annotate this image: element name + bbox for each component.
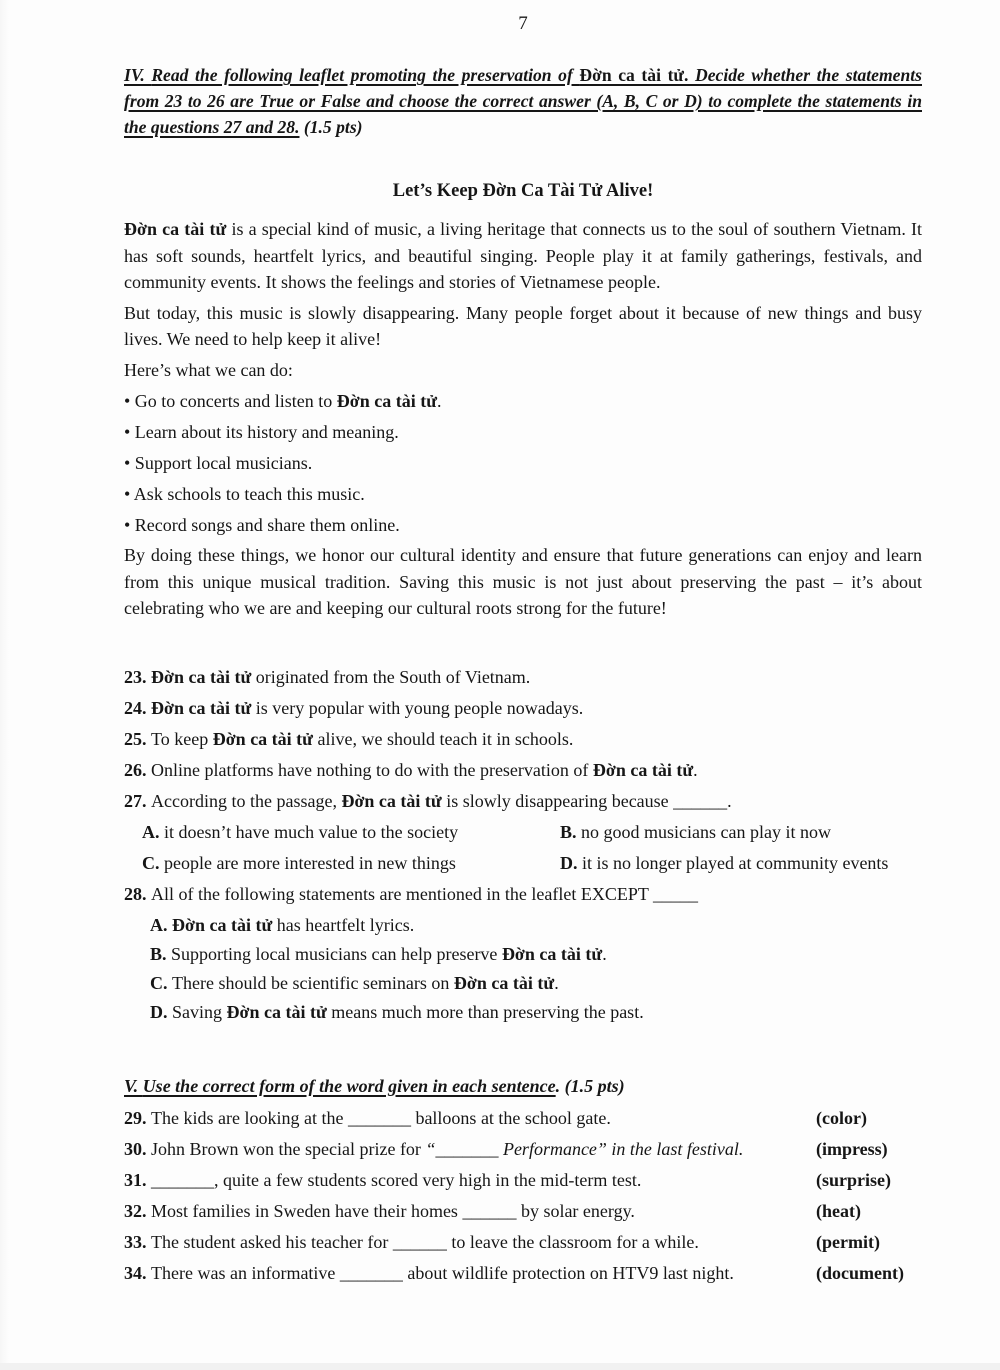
word-form-hint: (permit) bbox=[816, 1231, 880, 1252]
q28-option-b: B. Supporting local musicians can help preserve Đờn ca tài tử. bbox=[150, 943, 607, 964]
word-form-sentence: 33. The student asked his teacher for ______ to leave the classroom for a while. bbox=[124, 1231, 699, 1252]
leaflet bbox=[124, 178, 922, 622]
q27-option-b: B. no good musicians can play it now bbox=[560, 821, 831, 842]
leaflet-paragraph-2: But today, this music is slowly disappearing. Many people forget about it because of new things and busy lives. We need to help keep it alive! bbox=[124, 302, 922, 349]
q27-option-a: A. it doesn’t have much value to the society bbox=[142, 821, 459, 842]
question-25: 25. To keep Đờn ca tài tử alive, we should teach it in schools. bbox=[124, 728, 574, 749]
q27-option-c: C. people are more interested in new things bbox=[142, 852, 456, 873]
leaflet-paragraph-4: By doing these things, we honor our cultural identity and ensure that future generations can enjoy and learn from this unique musical tradition. Saving this music is not just about preserving the past – it’s about celebrating who we are and keeping our cultural roots strong for the future! bbox=[124, 545, 922, 618]
word-form-sentence: 30. John Brown won the special prize for “_______ Performance” in the last festival. bbox=[124, 1138, 744, 1159]
word-form-sentence: 29. The kids are looking at the _______ balloons at the school gate. bbox=[124, 1107, 611, 1128]
bullet-item-musicians: • Support local musicians. bbox=[124, 453, 313, 473]
bullet-item-history: • Learn about its history and meaning. bbox=[124, 422, 399, 442]
leaflet-paragraph-3: Here’s what we can do: bbox=[124, 359, 293, 380]
section-v-heading: V. Use the correct form of the word given in each sentence. (1.5 pts) bbox=[124, 1075, 625, 1096]
section-v bbox=[124, 1073, 922, 1286]
question-list bbox=[124, 664, 922, 1025]
word-form-sentence: 31. _______, quite a few students scored very high in the mid-term test. bbox=[124, 1169, 642, 1190]
leaflet-bullet-list bbox=[124, 388, 922, 538]
section-iv-heading: IV. Read the following leaflet promoting the preservation of Đờn ca tài tử. Decide whether the statements from 23 to 26 are True or False and choose the correct answer (A, B, C or D) to complete the statements in the questions 27 and 28. (1.5 pts) bbox=[124, 65, 922, 137]
bullet-item-record: • Record songs and share them online. bbox=[124, 515, 400, 535]
q27-option-d: D. it is no longer played at community events bbox=[560, 852, 889, 873]
word-form-item-33 bbox=[124, 1229, 922, 1255]
word-form-list bbox=[124, 1105, 922, 1286]
page-content bbox=[124, 0, 922, 1291]
q28-option-d: D. Saving Đờn ca tài tử means much more than preserving the past. bbox=[150, 1001, 644, 1022]
question-27-options bbox=[124, 819, 922, 876]
question-28: 28. All of the following statements are mentioned in the leaflet EXCEPT _____ bbox=[124, 883, 699, 904]
word-form-item-32 bbox=[124, 1198, 922, 1224]
word-form-hint: (impress) bbox=[816, 1138, 888, 1159]
question-27: 27. According to the passage, Đờn ca tài tử is slowly disappearing because ______. bbox=[124, 790, 732, 811]
word-form-item-30 bbox=[124, 1136, 922, 1162]
word-form-item-31 bbox=[124, 1167, 922, 1193]
word-form-hint: (heat) bbox=[816, 1200, 861, 1221]
word-form-hint: (surprise) bbox=[816, 1169, 891, 1190]
question-28-options bbox=[124, 912, 922, 1025]
q28-option-c: C. There should be scientific seminars on Đờn ca tài tử. bbox=[150, 972, 559, 993]
word-form-hint: (document) bbox=[816, 1262, 904, 1283]
page-number: 7 bbox=[518, 13, 528, 34]
leaflet-paragraph-1: Đờn ca tài tử is a special kind of music, a living heritage that connects us to the soul of southern Vietnam. It has soft sounds, heartfelt lyrics, and beautiful singing. People play it at family gatherings, festivals, and community events. It shows the feelings and stories of Vietnamese people. bbox=[124, 219, 922, 292]
word-form-item-34 bbox=[124, 1260, 922, 1286]
word-form-sentence: 32. Most families in Sweden have their homes ______ by solar energy. bbox=[124, 1200, 635, 1221]
question-24: 24. Đờn ca tài tử is very popular with young people nowadays. bbox=[124, 697, 584, 718]
q28-option-a: A. Đờn ca tài tử has heartfelt lyrics. bbox=[150, 914, 415, 935]
question-26: 26. Online platforms have nothing to do with the preservation of Đờn ca tài tử. bbox=[124, 759, 698, 780]
leaflet-title: Let’s Keep Đờn Ca Tài Tử Alive! bbox=[392, 181, 654, 201]
question-23: 23. Đờn ca tài tử originated from the South of Vietnam. bbox=[124, 666, 531, 687]
word-form-hint: (color) bbox=[816, 1107, 867, 1128]
word-form-sentence: 34. There was an informative _______ about wildlife protection on HTV9 last night. bbox=[124, 1262, 734, 1283]
page-edge-shadow bbox=[0, 1363, 1000, 1370]
word-form-item-29 bbox=[124, 1105, 922, 1131]
bullet-item-concerts: • Go to concerts and listen to Đờn ca tài tử. bbox=[124, 391, 442, 411]
bullet-item-schools: • Ask schools to teach this music. bbox=[124, 484, 365, 504]
